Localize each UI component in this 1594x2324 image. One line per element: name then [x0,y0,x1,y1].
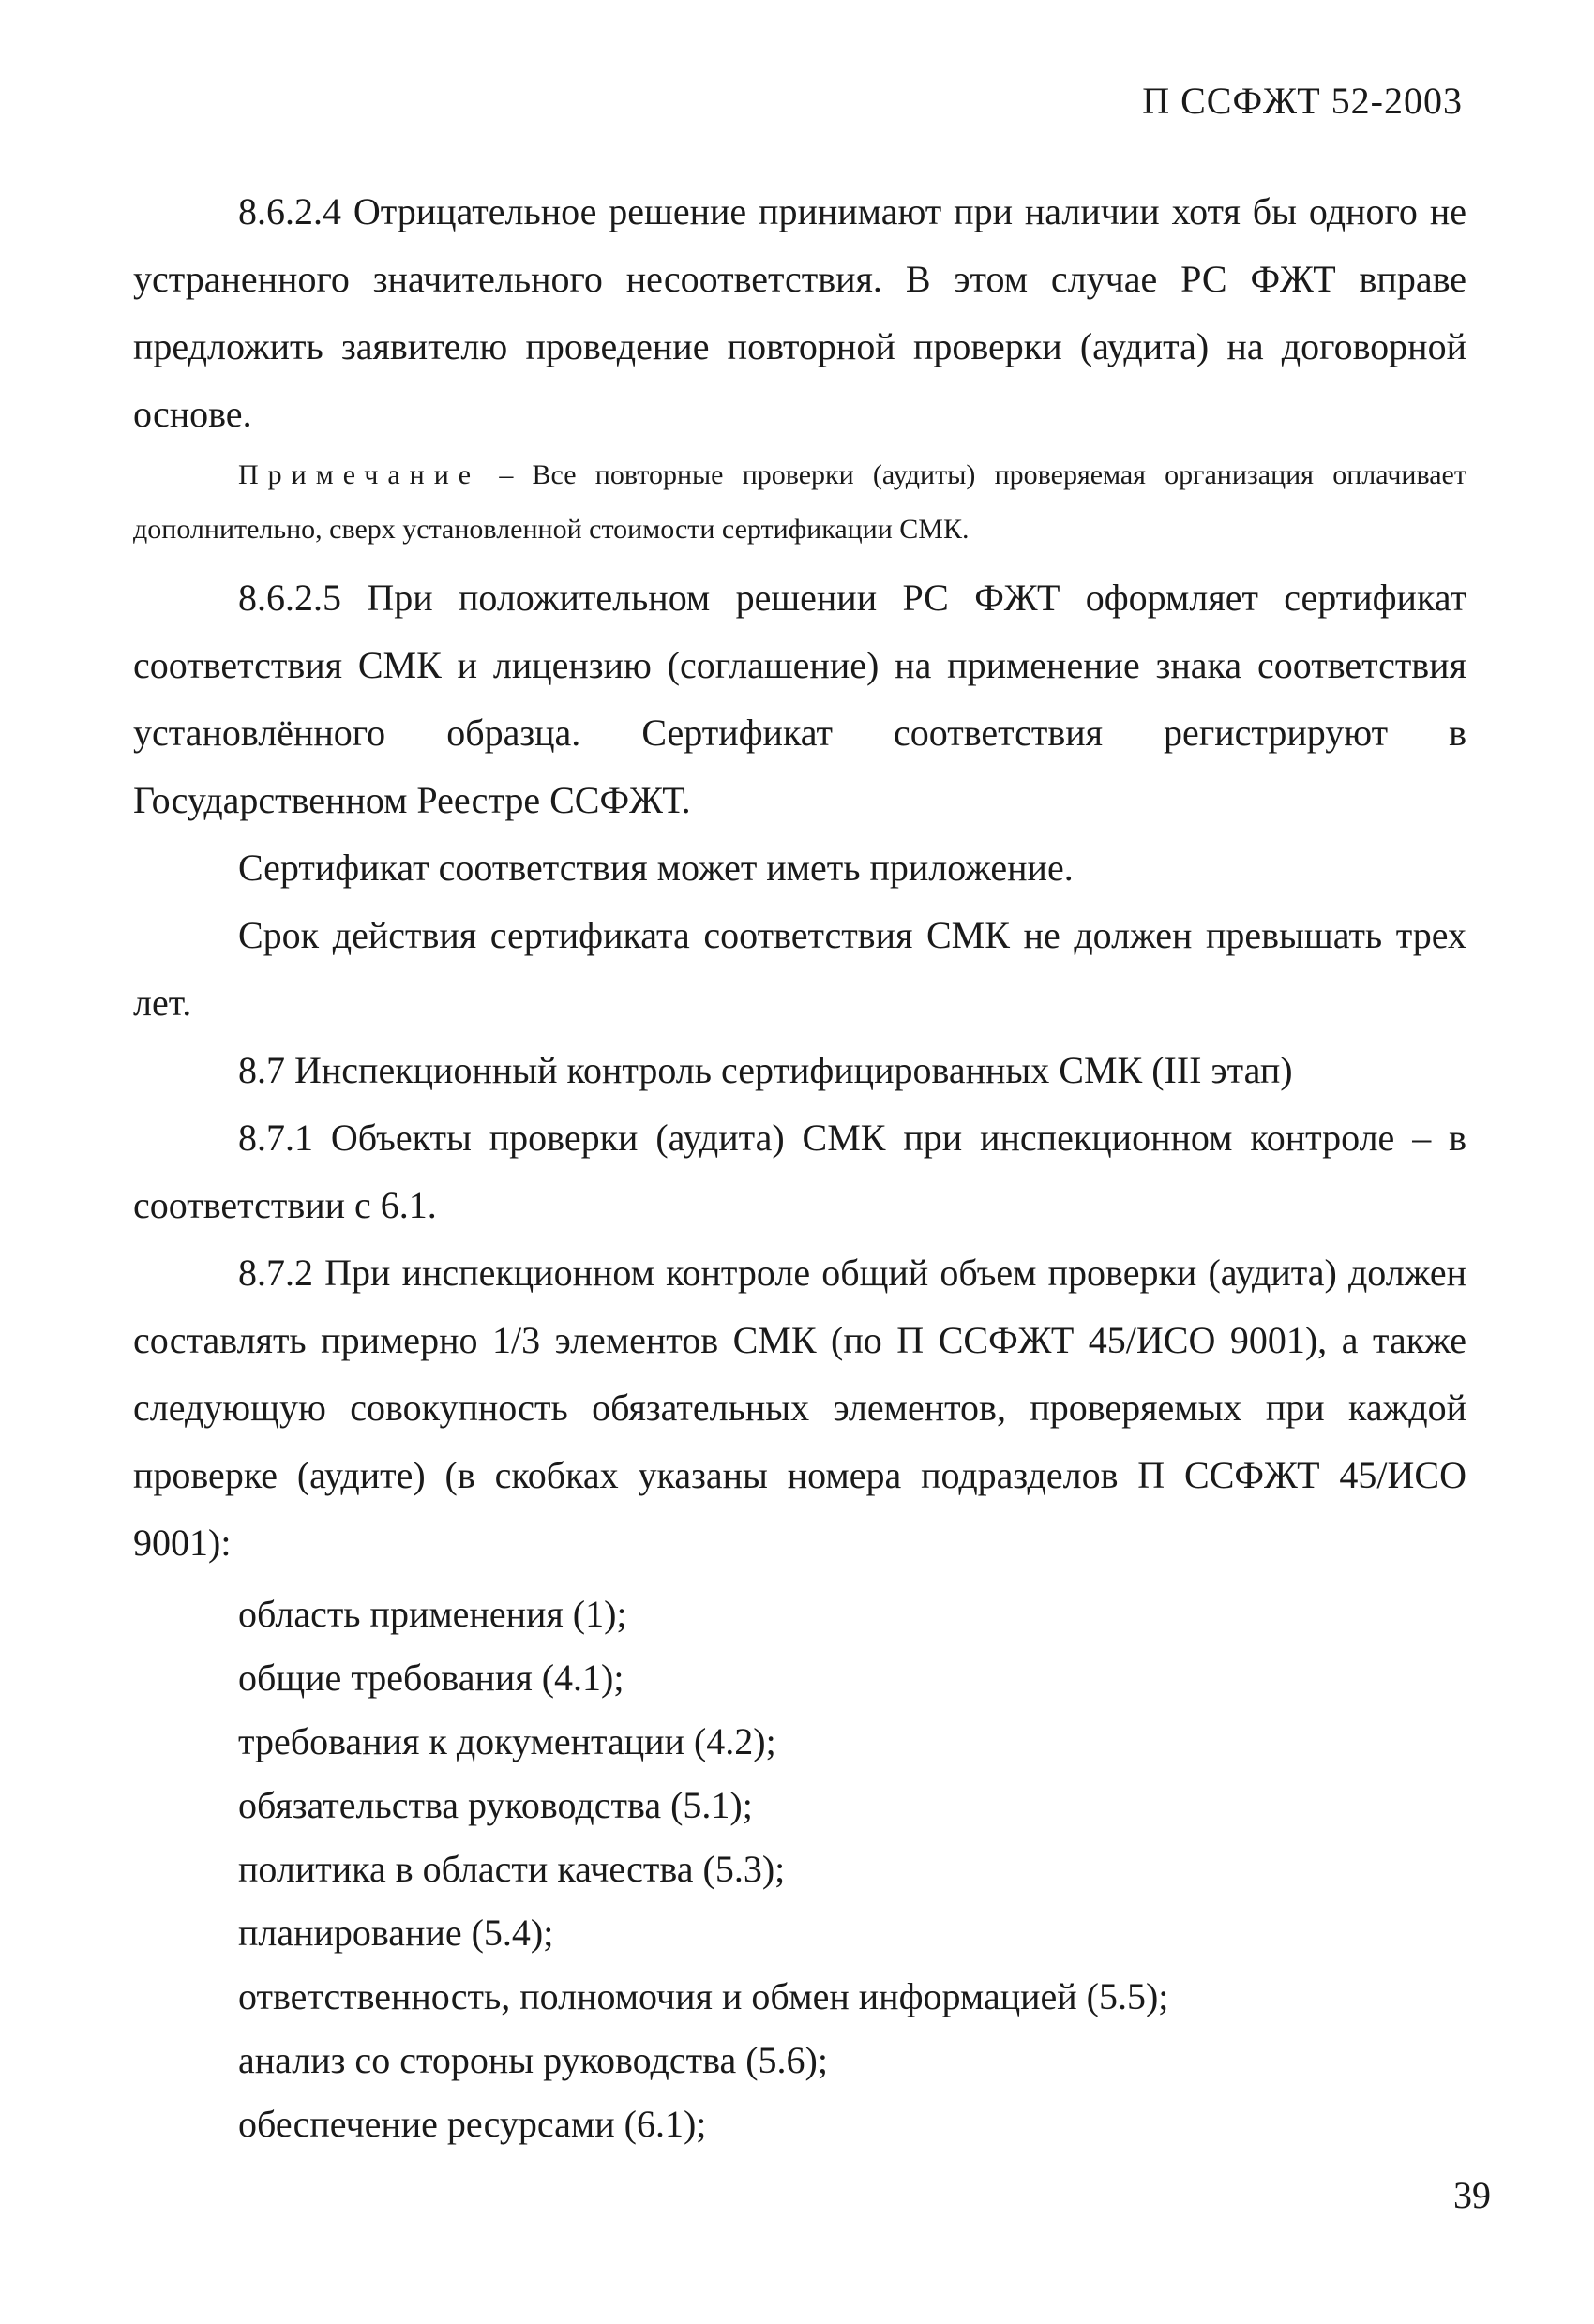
paragraph-8-6-2-4: 8.6.2.4 Отрицательное решение принимают при наличии хотя бы одного не устраненного значительного несоответствия. В этом случае РС ФЖТ вправе предложить заявителю проведение повторной проверки (аудита) на договорной основе. [133,190,1466,435]
list-item: обеспечение ресурсами (6.1); [238,2103,707,2145]
document-code-header: П ССФЖТ 52-2003 [1142,80,1463,122]
paragraph-8-7-2: 8.7.2 При инспекционном контроле общий объем проверки (аудита) должен составлять примерно 1/3 элементов СМК (по П ССФЖТ 45/ИСО 9001), а также следующую совокупность обязательных элементов, проверяемых при каждой проверке (аудите) (в скобках указаны номера подразделов П ССФЖТ 45/ИСО 9001): [133,1252,1466,1564]
list-item: политика в области качества (5.3); [238,1848,786,1890]
document-body [133,178,1466,2156]
section-heading-8-7: 8.7 Инспекционный контроль сертифицированных СМК (III этап) [238,1049,1293,1091]
list-item: область применения (1); [238,1593,627,1635]
list-item: анализ со стороны руководства (5.6); [238,2039,828,2081]
note-label: Примечание [238,459,481,490]
paragraph-certificate-validity: Срок действия сертификата соответствия СМК не должен превышать трех лет. [133,914,1466,1024]
paragraph-8-7-1: 8.7.1 Объекты проверки (аудита) СМК при инспекционном контроле – в соответствии с 6.1. [133,1117,1466,1226]
list-item: требования к документации (4.2); [238,1720,776,1762]
paragraph-8-6-2-5: 8.6.2.5 При положительном решении РС ФЖТ оформляет сертификат соответствия СМК и лицензию (соглашение) на применение знака соответствия установлённого образца. Сертификат соответствия регистрируют в Государственном Реестре ССФЖТ. [133,577,1466,821]
list-item: ответственность, полномочия и обмен информацией (5.5); [238,1975,1169,2017]
list-item: общие требования (4.1); [238,1657,624,1699]
page-number: 39 [1453,2174,1491,2216]
note-paragraph [133,448,1466,557]
note-text: – Все повторные проверки (аудиты) проверяемая организация оплачивает дополнительно, сверх установленной стоимости сертификации СМК. [133,459,1466,545]
mandatory-elements-list [133,1582,1466,2156]
list-item: планирование (5.4); [238,1912,554,1954]
list-item: обязательства руководства (5.1); [238,1784,753,1826]
paragraph-certificate-appendix: Сертификат соответствия может иметь приложение. [238,847,1074,889]
